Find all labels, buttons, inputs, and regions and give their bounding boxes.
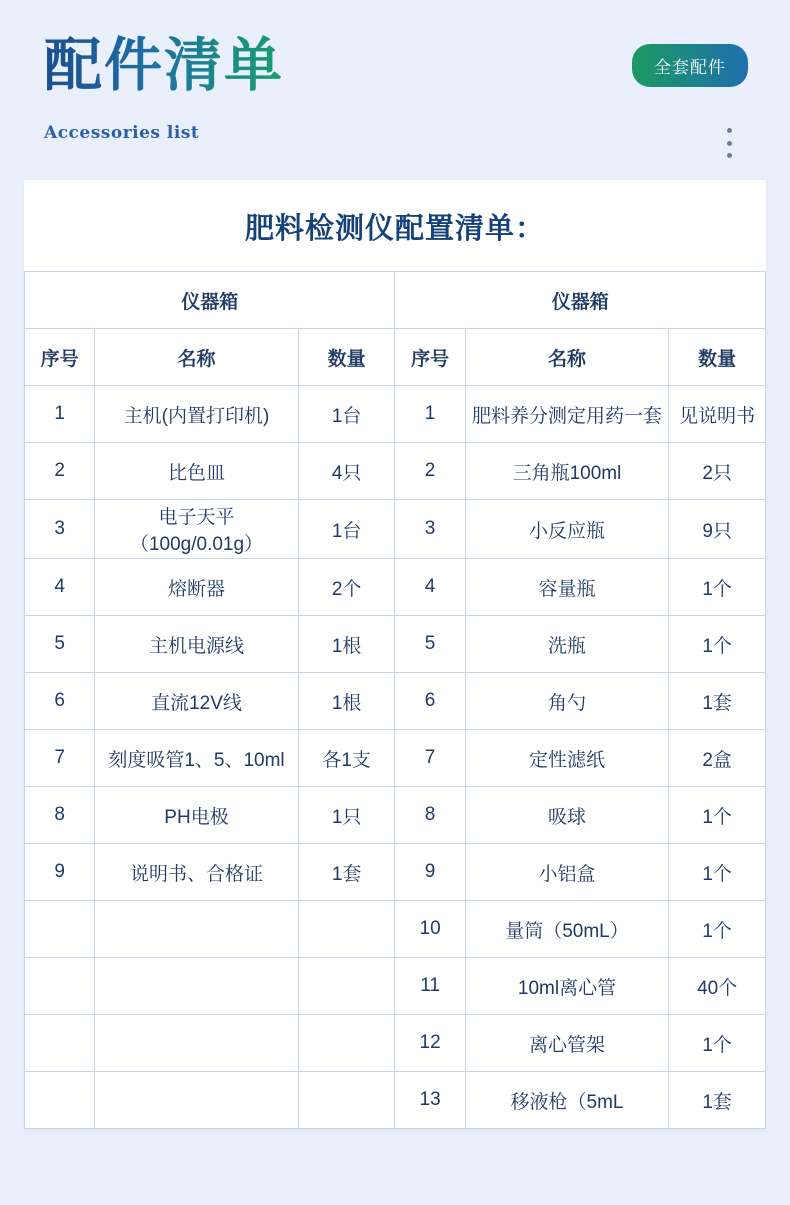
table-row bbox=[25, 443, 766, 500]
column-header-cell-6: 数量 bbox=[669, 329, 766, 386]
left-name-cell bbox=[95, 901, 299, 958]
right-name-cell: 小铝盒 bbox=[465, 844, 669, 901]
table-row bbox=[25, 386, 766, 443]
table-row bbox=[25, 500, 766, 559]
right-name-cell: 肥料养分测定用药一套 bbox=[465, 386, 669, 443]
right-index-cell: 5 bbox=[395, 616, 465, 673]
table-row bbox=[25, 958, 766, 1015]
table-row bbox=[25, 730, 766, 787]
right-name-cell: 角勺 bbox=[465, 673, 669, 730]
right-qty-cell: 见说明书 bbox=[669, 386, 766, 443]
right-index-cell: 2 bbox=[395, 443, 465, 500]
left-name-cell bbox=[95, 958, 299, 1015]
left-qty-cell bbox=[298, 901, 395, 958]
kebab-dot-1 bbox=[727, 128, 732, 133]
left-name-cell: 说明书、合格证 bbox=[95, 844, 299, 901]
left-qty-cell: 各1支 bbox=[298, 730, 395, 787]
right-index-cell: 6 bbox=[395, 673, 465, 730]
left-index-cell: 3 bbox=[25, 500, 95, 559]
kebab-menu-icon[interactable] bbox=[726, 128, 732, 158]
right-index-cell: 11 bbox=[395, 958, 465, 1015]
right-index-cell: 7 bbox=[395, 730, 465, 787]
left-qty-cell: 1只 bbox=[298, 787, 395, 844]
right-name-cell: 定性滤纸 bbox=[465, 730, 669, 787]
kebab-dot-3 bbox=[727, 153, 732, 158]
left-qty-cell: 4只 bbox=[298, 443, 395, 500]
page-header bbox=[0, 0, 790, 180]
left-index-cell: 2 bbox=[25, 443, 95, 500]
left-name-cell bbox=[95, 1015, 299, 1072]
left-name-cell: 熔断器 bbox=[95, 559, 299, 616]
config-list-table bbox=[24, 271, 766, 1129]
column-header-cell-4: 序号 bbox=[395, 329, 465, 386]
right-qty-cell: 1个 bbox=[669, 787, 766, 844]
right-index-cell: 9 bbox=[395, 844, 465, 901]
left-qty-cell: 1根 bbox=[298, 673, 395, 730]
left-name-cell: 主机电源线 bbox=[95, 616, 299, 673]
card-title: 肥料检测仪配置清单： bbox=[24, 180, 766, 271]
table-row bbox=[25, 559, 766, 616]
left-name-cell bbox=[95, 1072, 299, 1129]
left-qty-cell bbox=[298, 958, 395, 1015]
left-index-cell: 9 bbox=[25, 844, 95, 901]
right-name-cell: 10ml离心管 bbox=[465, 958, 669, 1015]
left-name-cell: 主机(内置打印机) bbox=[95, 386, 299, 443]
left-qty-cell: 1台 bbox=[298, 386, 395, 443]
right-name-cell: 吸球 bbox=[465, 787, 669, 844]
right-name-cell: 小反应瓶 bbox=[465, 500, 669, 559]
right-qty-cell: 1套 bbox=[669, 673, 766, 730]
right-index-cell: 12 bbox=[395, 1015, 465, 1072]
table-row bbox=[25, 616, 766, 673]
column-header-cell-5: 名称 bbox=[465, 329, 669, 386]
kebab-dot-2 bbox=[727, 141, 732, 146]
left-name-cell: 电子天平（100g/0.01g） bbox=[95, 500, 299, 559]
left-index-cell: 7 bbox=[25, 730, 95, 787]
right-qty-cell: 1套 bbox=[669, 1072, 766, 1129]
left-qty-cell bbox=[298, 1072, 395, 1129]
table-column-header-row bbox=[25, 329, 766, 386]
right-qty-cell: 1个 bbox=[669, 844, 766, 901]
right-qty-cell: 2盒 bbox=[669, 730, 766, 787]
column-header-cell-1: 序号 bbox=[25, 329, 95, 386]
left-index-cell bbox=[25, 958, 95, 1015]
table-row bbox=[25, 1015, 766, 1072]
left-index-cell: 6 bbox=[25, 673, 95, 730]
left-qty-cell bbox=[298, 1015, 395, 1072]
full-set-badge[interactable]: 全套配件 bbox=[632, 44, 748, 87]
group-header-cell-2: 仪器箱 bbox=[395, 272, 766, 329]
right-index-cell: 13 bbox=[395, 1072, 465, 1129]
column-header-cell-2: 名称 bbox=[95, 329, 299, 386]
table-row bbox=[25, 673, 766, 730]
right-qty-cell: 1个 bbox=[669, 616, 766, 673]
left-name-cell: 刻度吸管1、5、10ml bbox=[95, 730, 299, 787]
table-row bbox=[25, 1072, 766, 1129]
group-header-cell-1: 仪器箱 bbox=[25, 272, 395, 329]
right-qty-cell: 40个 bbox=[669, 958, 766, 1015]
left-index-cell: 4 bbox=[25, 559, 95, 616]
right-qty-cell: 1个 bbox=[669, 559, 766, 616]
right-name-cell: 洗瓶 bbox=[465, 616, 669, 673]
left-name-cell: PH电极 bbox=[95, 787, 299, 844]
page-title: 配件清单 bbox=[44, 31, 285, 99]
page-subtitle: Accessories list bbox=[44, 122, 200, 143]
table-row bbox=[25, 844, 766, 901]
right-name-cell: 离心管架 bbox=[465, 1015, 669, 1072]
left-qty-cell: 1台 bbox=[298, 500, 395, 559]
right-index-cell: 8 bbox=[395, 787, 465, 844]
column-header-cell-3: 数量 bbox=[298, 329, 395, 386]
left-index-cell: 1 bbox=[25, 386, 95, 443]
right-name-cell: 容量瓶 bbox=[465, 559, 669, 616]
right-name-cell: 移液枪（5mL bbox=[465, 1072, 669, 1129]
config-list-card bbox=[24, 180, 766, 1129]
right-qty-cell: 1个 bbox=[669, 901, 766, 958]
left-name-cell: 直流12V线 bbox=[95, 673, 299, 730]
table-row bbox=[25, 901, 766, 958]
right-name-cell: 三角瓶100ml bbox=[465, 443, 669, 500]
table-row bbox=[25, 787, 766, 844]
left-name-cell: 比色皿 bbox=[95, 443, 299, 500]
right-qty-cell: 2只 bbox=[669, 443, 766, 500]
table-group-header-row bbox=[25, 272, 766, 329]
right-qty-cell: 1个 bbox=[669, 1015, 766, 1072]
left-qty-cell: 1根 bbox=[298, 616, 395, 673]
left-qty-cell: 1套 bbox=[298, 844, 395, 901]
right-index-cell: 1 bbox=[395, 386, 465, 443]
left-index-cell bbox=[25, 901, 95, 958]
right-index-cell: 4 bbox=[395, 559, 465, 616]
left-index-cell: 5 bbox=[25, 616, 95, 673]
left-index-cell: 8 bbox=[25, 787, 95, 844]
right-qty-cell: 9只 bbox=[669, 500, 766, 559]
right-index-cell: 3 bbox=[395, 500, 465, 559]
left-index-cell bbox=[25, 1015, 95, 1072]
right-name-cell: 量筒（50mL） bbox=[465, 901, 669, 958]
right-index-cell: 10 bbox=[395, 901, 465, 958]
left-qty-cell: 2个 bbox=[298, 559, 395, 616]
left-index-cell bbox=[25, 1072, 95, 1129]
